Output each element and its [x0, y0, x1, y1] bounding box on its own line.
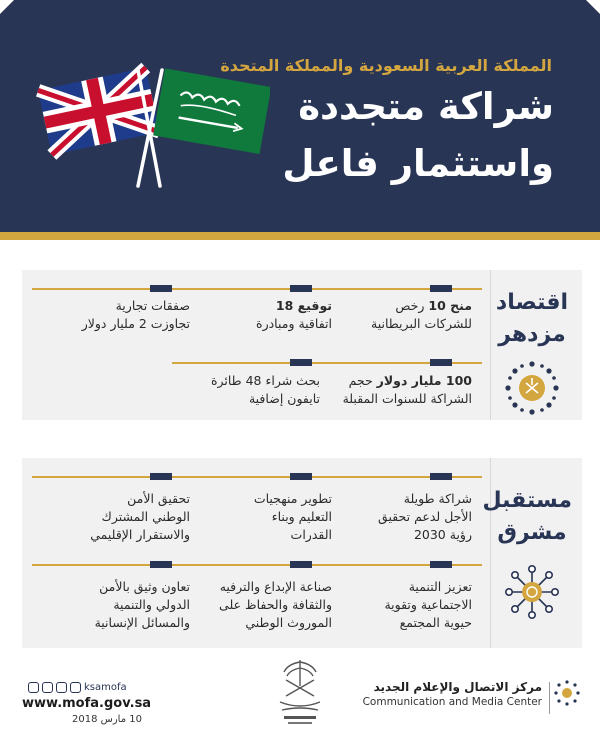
future-marker: [290, 473, 312, 480]
economy-item-licenses: منح 10 رخص للشركات البريطانية: [371, 298, 472, 331]
economy-marker: [430, 285, 452, 292]
sparkle-burst-icon: [504, 360, 560, 416]
crossed-flags-illustration: [30, 62, 270, 192]
future-item-cooperation: تعاون وثيق بالأمن الدولي والتنمية والمسائل الإنسانية: [94, 579, 190, 630]
future-row2-bar: [32, 564, 482, 566]
economy-row1-bar: [32, 288, 482, 290]
future-label: [482, 458, 582, 648]
economy-marker: [150, 285, 172, 292]
youtube-icon[interactable]: [28, 682, 39, 693]
economy-marker: [290, 285, 312, 292]
media-center-arabic: مركز الاتصال والإعلام الجديد: [373, 680, 542, 694]
future-marker: [430, 473, 452, 480]
publish-date: 10 مارس 2018: [72, 714, 142, 725]
media-center-info: [363, 680, 542, 708]
header-title-line1: شراكة متجددة: [298, 85, 554, 128]
future-item-culture: صناعة الإبداع والترفيه والثقافة والحفاظ على الموروث الوطني: [219, 579, 332, 630]
future-section: [22, 458, 582, 648]
economy-label: [490, 270, 582, 420]
network-sun-icon: [504, 564, 560, 620]
media-center-logo-icon: [554, 680, 580, 706]
future-item-security: تحقيق الأمن الوطني المشترك والاستقرار الإقليمي: [90, 491, 190, 542]
footer-divider: [549, 682, 550, 714]
economy-item-deals: صفقات تجارية تجاوزت 2 مليار دولار: [81, 298, 190, 331]
website-link[interactable]: www.mofa.gov.sa: [22, 696, 152, 711]
future-marker: [290, 561, 312, 568]
economy-section: [22, 270, 582, 420]
economy-marker: [430, 359, 452, 366]
future-marker: [150, 561, 172, 568]
social-handles: [28, 682, 127, 693]
header-banner: [0, 0, 600, 232]
header-subtitle: المملكة العربية السعودية والمملكة المتحدة: [220, 56, 552, 75]
economy-item-agreements: توقيع 18 اتفاقية ومبادرة: [256, 298, 332, 331]
economy-label-line2: مزدهر: [498, 322, 566, 347]
economy-marker: [290, 359, 312, 366]
future-label-line1: مستقبل: [482, 488, 572, 513]
economy-item-volume: 100 مليار دولار حجم الشراكة للسنوات المقبلة: [342, 373, 472, 406]
social-handle[interactable]: ksamofa: [84, 682, 127, 693]
economy-label-line1: اقتصاد: [495, 290, 569, 315]
future-marker: [150, 473, 172, 480]
economy-item-typhoon: بحث شراء 48 طائرة تايفون إضافية: [210, 373, 320, 406]
header-title-line2: واستثمار فاعل: [282, 142, 554, 185]
header-gold-strip: [0, 232, 600, 240]
media-center-english: Communication and Media Center: [362, 696, 542, 708]
instagram-icon[interactable]: [42, 682, 53, 693]
twitter-icon[interactable]: [70, 682, 81, 693]
future-row1-bar: [32, 476, 482, 478]
future-label-line2: مشرق: [497, 520, 567, 545]
ministry-emblem-icon: [262, 652, 338, 730]
future-item-vision: شراكة طويلة الأجل لدعم تحقيق رؤية 2030: [378, 491, 472, 542]
future-item-society: تعزيز التنمية الاجتماعية وتقوية حيوية المجتمع: [384, 579, 472, 630]
future-item-education: تطوير منهجيات التعليم وبناء القدرات: [253, 491, 332, 542]
saudi-flag-icon: [153, 68, 270, 154]
future-marker: [430, 561, 452, 568]
snapchat-icon[interactable]: [56, 682, 67, 693]
